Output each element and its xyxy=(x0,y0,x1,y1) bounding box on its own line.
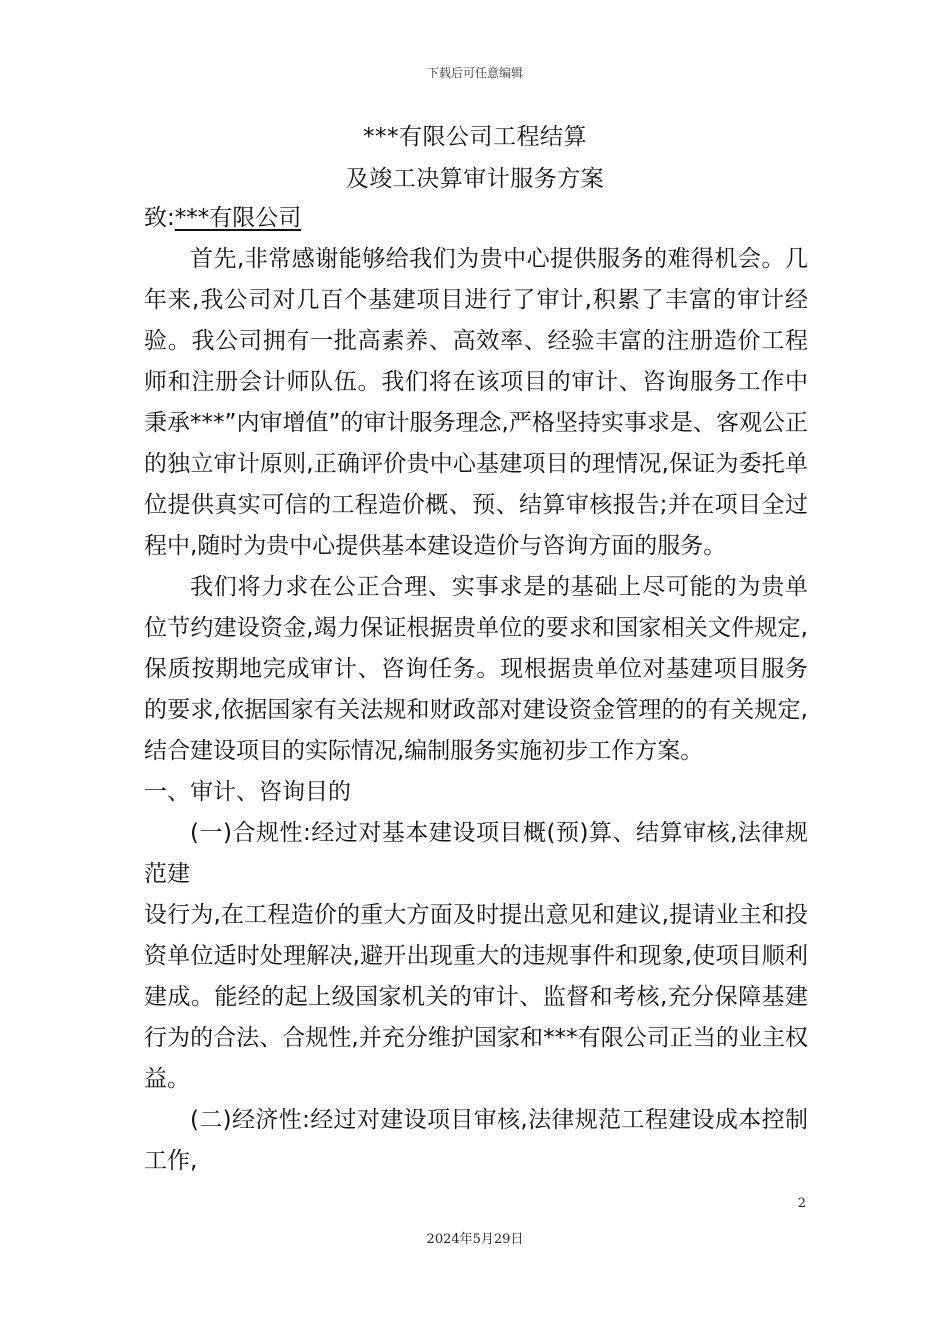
salutation-target: ***有限公司 xyxy=(174,205,302,231)
document-title-line-2: 及竣工决算审计服务方案 xyxy=(345,166,605,192)
item-2-heading: (二)经济性:经过对建设项目审核,法律规范工程建设成本控制工作, xyxy=(144,1107,808,1174)
salutation-prefix: 致: xyxy=(144,205,175,231)
item-1-body: 设行为,在工程造价的重大方面及时提出意见和建议,提请业主和投资单位适时处理解决,避开出现重大的违规事件和现象,使项目顺利建成。能经的起上级国家机关的审计、监督和考核,充分保障基建行为的合法、合规性,并充分维护国家和***有限公司正当的业主权益。 xyxy=(144,902,808,1092)
paragraph-intro: 首先,非常感谢能够给我们为贵中心提供服务的难得机会。几年来,我公司对几百个基建项目进行了审计,积累了丰富的审计经验。我公司拥有一批高素养、高效率、经验丰富的注册造价工程师和注册会计师队伍。我们将在该项目的审计、咨询服务工作中秉承***”内审增值”的审计服务理念,严格坚持实事求是、客观公正的独立审计原则,正确评价贵中心基建项目的理情况,保证为委托单位提供真实可信的工程造价概、预、结算审核报告;并在项目全过程中,随时为贵中心提供基本建设造价与咨询方面的服务。 xyxy=(144,246,808,559)
header-note: 下载后可任意编辑 xyxy=(426,66,523,80)
document-title-line-1: ***有限公司工程结算 xyxy=(363,124,587,150)
salutation xyxy=(144,198,808,239)
document-body xyxy=(144,198,808,1182)
section-heading: 一、审计、咨询目的 xyxy=(144,779,351,805)
footer-date: 2024年5月29日 xyxy=(426,1232,524,1247)
item-1-heading: (一)合规性:经过对基本建设项目概(预)算、结算审核,法律规范建 xyxy=(144,820,808,887)
paragraph-commitment: 我们将力求在公正合理、实事求是的基础上尽可能的为贵单位节约建设资金,竭力保证根据贵单位的要求和国家相关文件规定,保质按期地完成审计、咨询任务。现根据贵单位对基建项目服务的要求,依据国家有关法规和财政部对建设资金管理的的有关规定,结合建设项目的实际情况,编制服务实施初步工作方案。 xyxy=(144,574,808,764)
page-number: 2 xyxy=(797,1196,806,1211)
